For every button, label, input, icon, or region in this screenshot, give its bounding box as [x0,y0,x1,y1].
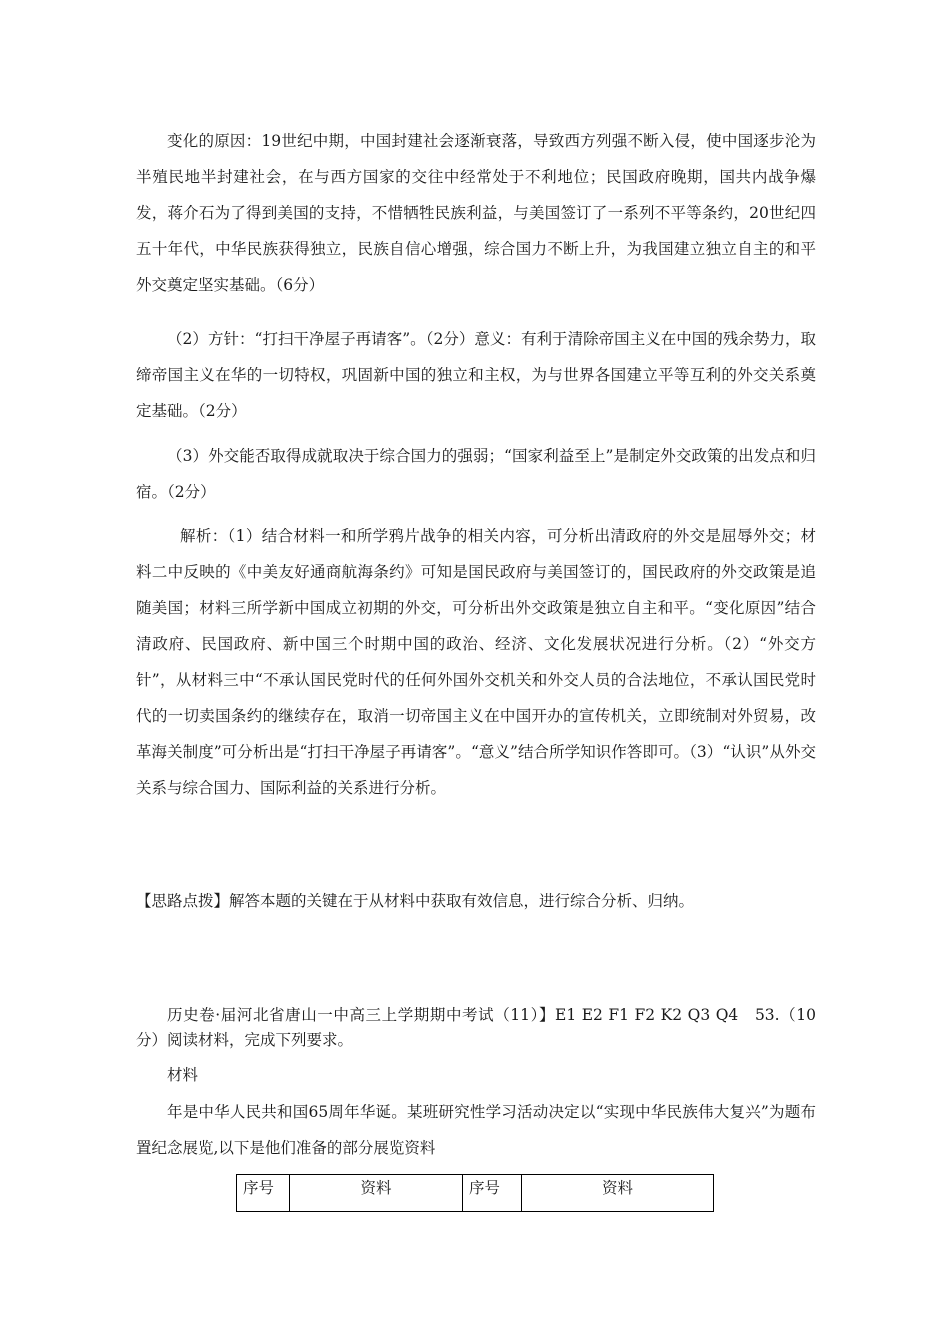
table-header-cell: 资料 [522,1175,714,1212]
table-header-cell: 资料 [290,1175,463,1212]
table-header-cell: 序号 [463,1175,522,1212]
table-header-row [237,1175,714,1212]
answer-reason-paragraph: 变化的原因：19世纪中期，中国封建社会逐渐衰落，导致西方列强不断入侵，使中国逐步沦为半殖民地半封建社会，在与西方国家的交往中经常处于不利地位；民国政府晚期，国共内战争爆发，蒋介石为了得到美国的支持，不惜牺牲民族利益，与美国签订了一系列不平等条约，20世纪四五十年代，中华民族获得独立，民族自信心增强，综合国力不断上升，为我国建立独立自主的和平外交奠定坚实基础。（6分） [136,132,816,294]
table-header-cell: 序号 [237,1175,290,1212]
answer-part2-paragraph: （2）方针：“打扫干净屋子再请客”。（2分）意义：有利于清除帝国主义在中国的残余势力，取缔帝国主义在华的一切特权，巩固新中国的独立和主权，为与世界各国建立平等互利的外交关系奠定基础。（2分） [136,330,816,420]
analysis-paragraph: 解析：（1）结合材料一和所学鸦片战争的相关内容，可分析出清政府的外交是屈辱外交；材料二中反映的《中美友好通商航海条约》可知是国民政府与美国签订的，国民政府的外交政策是追随美国；材料三所学新中国成立初期的外交，可分析出外交政策是独立自主和平。“变化原因”结合清政府、民国政府、新中国三个时期中国的政治、经济、文化发展状况进行分析。（2）“外交方针”，从材料三中“不承认国民党时代的任何外国外交机关和外交人员的合法地位，不承认国民党时代的一切卖国条约的继续存在，取消一切帝国主义在中国开办的宣传机关，立即统制对外贸易，改革海关制度”可分析出是“打扫干净屋子再请客”。“意义”结合所学知识作答即可。（3）“认识”从外交关系与综合国力、国际利益的关系进行分析。 [136,527,816,797]
materials-table [236,1174,714,1212]
question-header: 历史卷·届河北省唐山一中高三上学期期中考试（11）】E1 E2 F1 F2 K2 Q3 Q4 53.（10分）阅读材料，完成下列要求。 [136,1006,816,1049]
answer-part3-paragraph: （3）外交能否取得成就取决于综合国力的强弱；“国家利益至上”是制定外交政策的出发点和归宿。（2分） [136,447,816,501]
material-text: 年是中华人民共和国65周年华诞。某班研究性学习活动决定以“实现中华民族伟大复兴”为题布置纪念展览,以下是他们准备的部分展览资料 [136,1103,816,1157]
tip-paragraph: 【思路点拨】解答本题的关键在于从材料中获取有效信息，进行综合分析、归纳。 [136,892,695,910]
material-label: 材料 [167,1066,199,1084]
